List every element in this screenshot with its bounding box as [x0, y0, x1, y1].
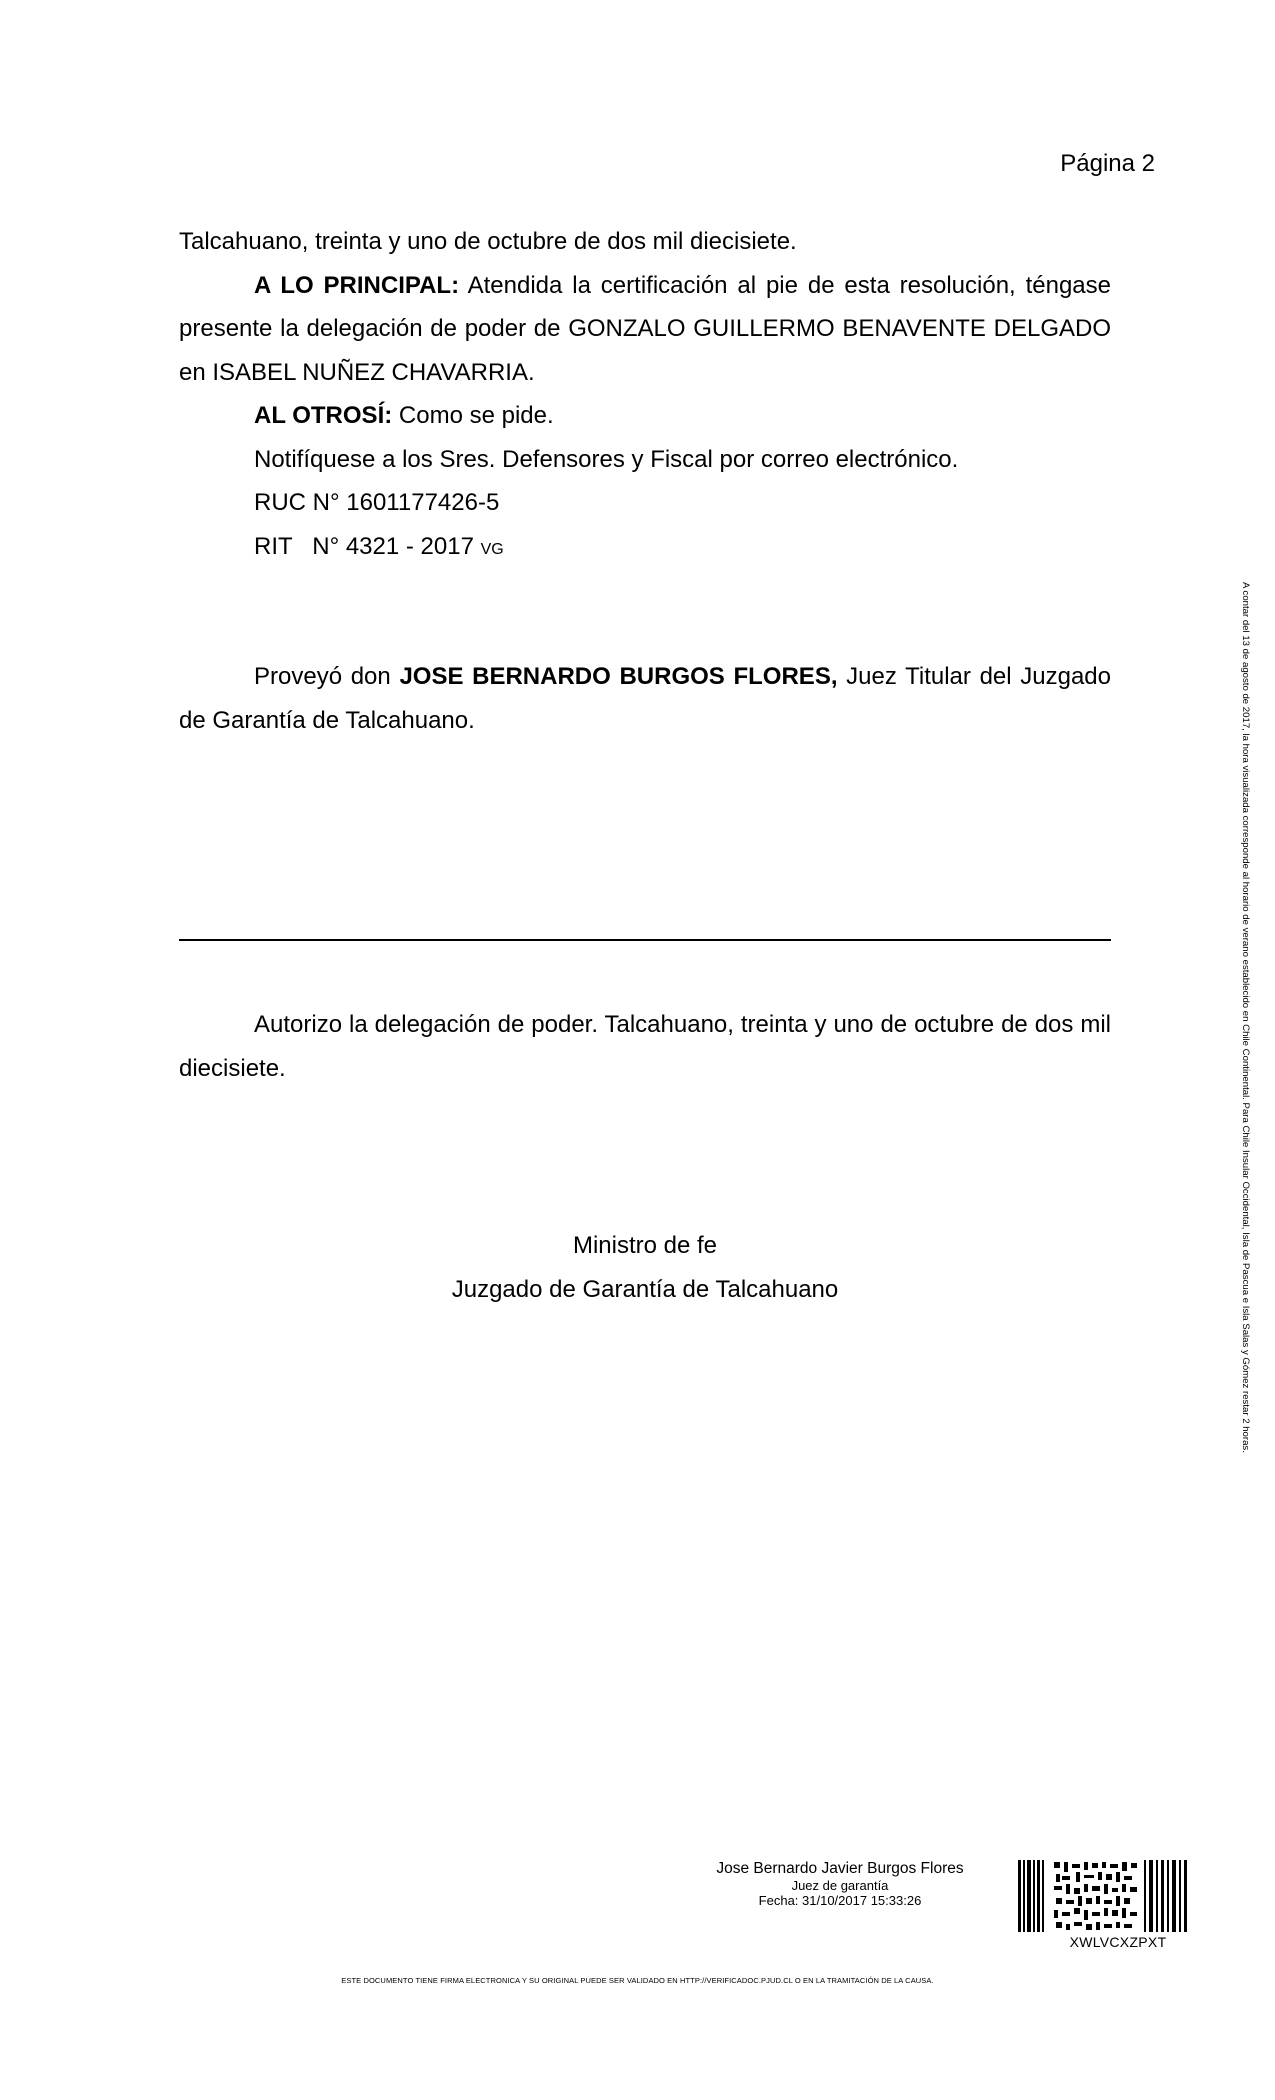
signer-name: Jose Bernardo Javier Burgos Flores — [716, 1860, 964, 1877]
principal-paragraph — [179, 264, 1111, 395]
rit-line — [179, 525, 1111, 572]
page-number: Página 2 — [1060, 150, 1155, 177]
date-line: Talcahuano, treinta y uno de octubre de dos mil diecisiete. — [179, 228, 797, 255]
rit-suffix: VG — [480, 540, 504, 558]
signer-role: Juez de garantía — [791, 1878, 889, 1893]
separator-line — [179, 939, 1111, 941]
signature-date: Fecha: 31/10/2017 15:33:26 — [758, 1893, 922, 1908]
resolution-body — [179, 220, 1111, 571]
certification-text: Autorizo la delegación de poder. Talcahuano, treinta y uno de octubre de dos mil diecisiete. — [179, 1011, 1111, 1082]
barcode-graphic — [1018, 1860, 1218, 1932]
judge-name: JOSE BERNARDO BURGOS FLORES, — [399, 663, 838, 690]
footer-note: ESTE DOCUMENTO TIENE FIRMA ELECTRONICA Y SU ORIGINAL PUEDE SER VALIDADO EN HTTP://VERIFICADOC.PJUD.CL O EN LA TRAMITACIÓN DE LA CAUSA. — [341, 1976, 934, 1985]
side-note: A contar del 13 de agosto de 2017, la hora visualizada corresponde al horario de verano establecido en Chile Continental. Para Chile Insular Occidental, Isla de Pascua e Isla Salas y Gómez restar 2 horas. — [1240, 582, 1251, 1453]
certification-block — [179, 1003, 1111, 1090]
principal-label: A LO PRINCIPAL: — [254, 271, 460, 299]
otrosi-label: AL OTROSÍ: — [254, 402, 393, 429]
notify-line: Notifíquese a los Sres. Defensores y Fiscal por correo electrónico. — [254, 445, 959, 473]
barcode-code: XWLVCXZPXT — [1069, 1934, 1167, 1950]
rit-text: RIT N° 4321 - 2017 — [254, 532, 474, 560]
electronic-signature — [690, 1860, 990, 1908]
ruc-line: RUC N° 1601177426-5 — [254, 489, 500, 516]
principal-text: Atendida la certificación al pie de esta resolución, téngase presente la delegación de poder de GONZALO GUILLERMO BENAVENTE DELGADO en ISABEL NUÑEZ CHAVARRIA. — [179, 271, 1112, 386]
proveyo-paragraph — [179, 655, 1111, 742]
otrosi-paragraph — [179, 394, 1111, 438]
otrosi-text: Como se pide. — [392, 402, 554, 429]
proveyo-prefix: Proveyó don — [254, 663, 400, 690]
ministro-title: Ministro de fe — [572, 1232, 718, 1259]
ministro-block — [179, 1224, 1111, 1311]
ministro-court: Juzgado de Garantía de Talcahuano — [451, 1275, 839, 1303]
proveyo-suffix: Juez Titular del Juzgado de Garantía de Talcahuano. — [179, 663, 1112, 734]
proveyo-block — [179, 655, 1111, 742]
